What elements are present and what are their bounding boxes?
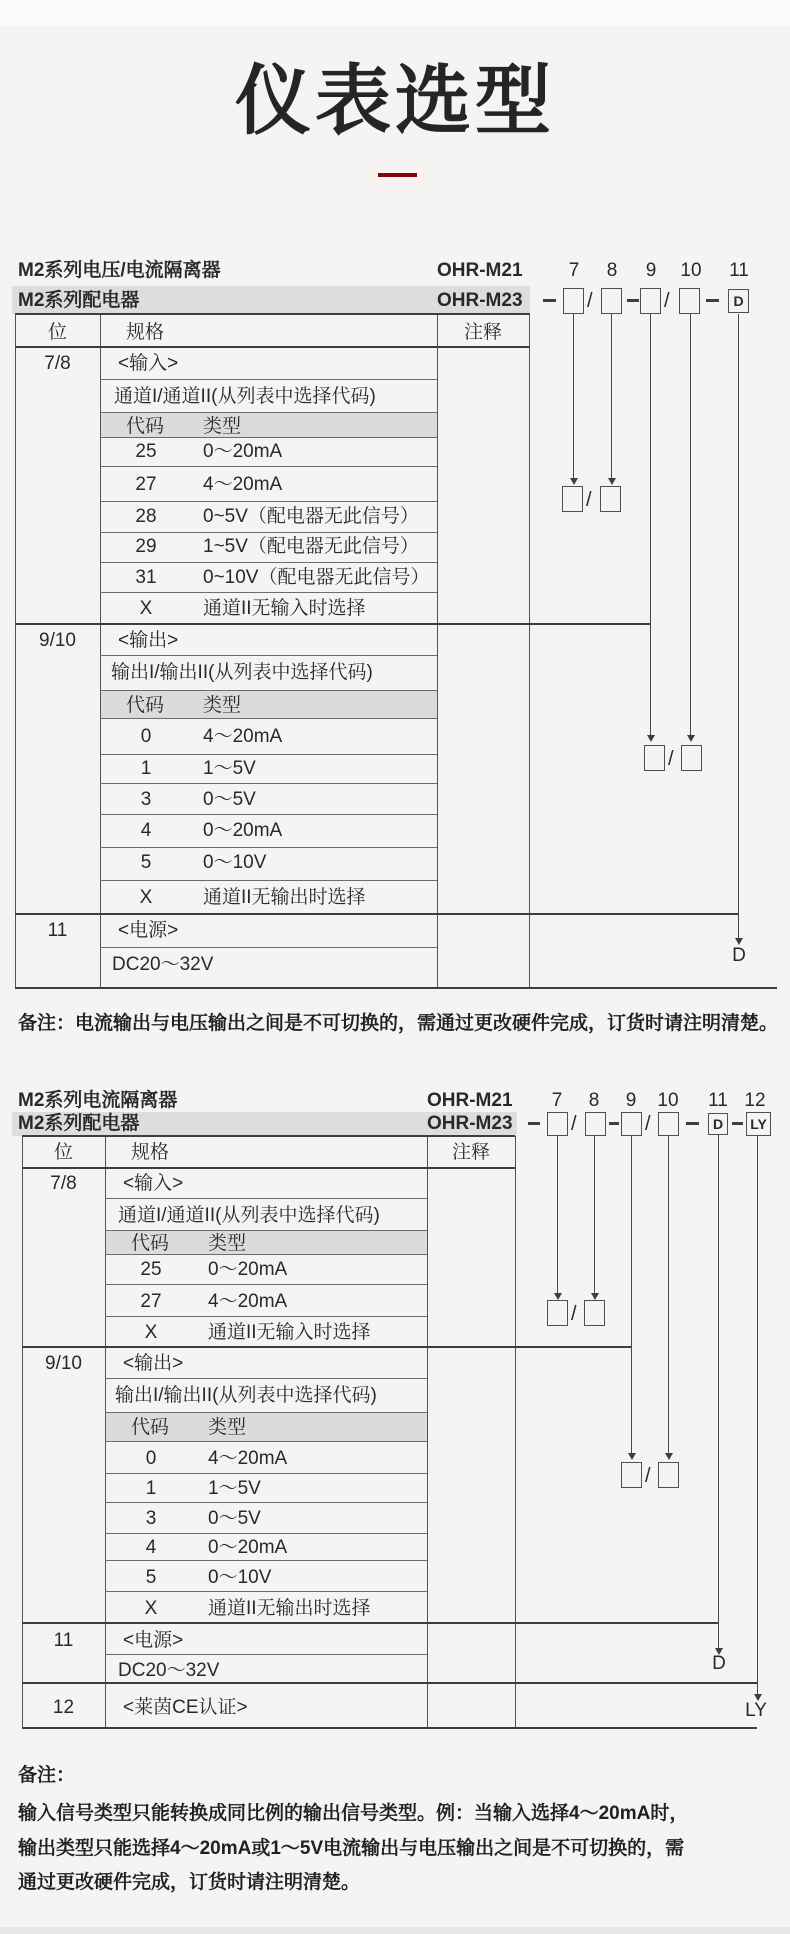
output-code-placeholder-box bbox=[621, 1462, 642, 1488]
cert-code-letters: LY bbox=[745, 1700, 767, 1721]
row-line bbox=[105, 1502, 427, 1503]
type-cell: 0~10V（配电器无此信号） bbox=[203, 567, 430, 588]
slash-separator: / bbox=[664, 290, 670, 312]
table2-digit-12: 12 bbox=[744, 1090, 766, 1111]
code-col-label: 代码 bbox=[126, 695, 165, 716]
type-cell: 0～20mA bbox=[203, 820, 283, 841]
table-bottom-border bbox=[15, 987, 777, 989]
row-line bbox=[105, 1284, 427, 1285]
row-line bbox=[105, 1198, 427, 1199]
row-line bbox=[100, 947, 437, 948]
row-line bbox=[100, 466, 437, 467]
table-border bbox=[15, 346, 530, 348]
table-bottom-border bbox=[22, 1727, 757, 1729]
table-border bbox=[529, 314, 530, 988]
input-code-placeholder-box bbox=[562, 486, 583, 512]
code-cell: X bbox=[144, 1322, 158, 1343]
type-cell: 通道II无输入时选择 bbox=[208, 1322, 371, 1343]
code-cell: X bbox=[139, 598, 153, 619]
section-title: <电源> bbox=[123, 1630, 184, 1651]
section-border bbox=[22, 1622, 718, 1624]
row-line bbox=[105, 1591, 427, 1592]
type-col-label: 类型 bbox=[208, 1233, 247, 1254]
code-digit10-box bbox=[658, 1112, 679, 1136]
page-title: 仪表选型 bbox=[235, 59, 555, 144]
code-digit8-box bbox=[585, 1112, 606, 1136]
row-line bbox=[100, 783, 437, 784]
table-border bbox=[15, 313, 530, 315]
diagram-line bbox=[738, 314, 739, 938]
output-code-placeholder-box bbox=[644, 745, 665, 771]
row-line bbox=[105, 1533, 427, 1534]
col-header-spec: 规格 bbox=[131, 1142, 170, 1163]
pos-cell: 7/8 bbox=[50, 1173, 77, 1194]
col-header-pos: 位 bbox=[47, 322, 67, 343]
table2-note-line: 输入信号类型只能转换成同比例的输出信号类型。例：当输入选择4～20mA时， bbox=[18, 1803, 689, 1824]
slash-separator: / bbox=[571, 1303, 577, 1325]
type-cell: 通道II无输出时选择 bbox=[203, 887, 366, 908]
type-cell: 1～5V bbox=[208, 1478, 261, 1499]
pos-cell: 9/10 bbox=[45, 1353, 82, 1374]
slash-separator: / bbox=[586, 489, 592, 511]
code-col-label: 代码 bbox=[126, 416, 165, 437]
col-header-note: 注释 bbox=[451, 1142, 490, 1163]
table1-band-title: M2系列配电器 bbox=[18, 290, 140, 311]
dash-separator bbox=[686, 1122, 699, 1125]
power-code-letter: D bbox=[712, 1653, 726, 1674]
row-line bbox=[100, 718, 437, 719]
code-digit7-box bbox=[547, 1112, 568, 1136]
type-cell: 4～20mA bbox=[208, 1291, 288, 1312]
code-digit7-box bbox=[563, 288, 584, 314]
dash-separator bbox=[609, 1122, 619, 1125]
section-title: <电源> bbox=[118, 920, 179, 941]
col-header-spec: 规格 bbox=[126, 322, 165, 343]
code-digit9-box bbox=[640, 288, 661, 314]
table2-band-title: M2系列配电器 bbox=[18, 1113, 140, 1134]
table1-digit-9: 9 bbox=[645, 260, 657, 281]
table2-series-title: M2系列电流隔离器 bbox=[18, 1090, 178, 1111]
code-digit11-box-D: D bbox=[728, 289, 749, 313]
code-cell: 25 bbox=[140, 1259, 162, 1280]
pos-cell: 9/10 bbox=[39, 630, 76, 651]
input-code-placeholder-box bbox=[584, 1300, 605, 1326]
diagram-line bbox=[557, 1136, 558, 1293]
table1-series-title: M2系列电压/电流隔离器 bbox=[18, 260, 221, 281]
down-arrow-icon bbox=[647, 735, 655, 742]
col-header-note: 注释 bbox=[463, 322, 502, 343]
code-cell: 4 bbox=[140, 820, 152, 841]
pos-cell: 11 bbox=[53, 1630, 74, 1651]
diagram-line bbox=[668, 1136, 669, 1453]
code-cell: 5 bbox=[140, 852, 152, 873]
type-cell: 4～20mA bbox=[203, 726, 283, 747]
row-line bbox=[100, 880, 437, 881]
dash-separator bbox=[543, 299, 556, 302]
section-subtitle: 通道I/通道II(从列表中选择代码) bbox=[114, 386, 376, 407]
bottom-strip bbox=[0, 1927, 790, 1934]
table1-note: 备注：电流输出与电压输出之间是不可切换的，需通过更改硬件完成，订货时请注明清楚。 bbox=[18, 1013, 779, 1034]
row-line bbox=[100, 532, 437, 533]
section-border bbox=[22, 1346, 631, 1348]
power-value: DC20～32V bbox=[118, 1660, 220, 1681]
row-line bbox=[100, 847, 437, 848]
type-cell: 0～5V bbox=[203, 789, 256, 810]
row-line bbox=[105, 1441, 427, 1442]
row-line bbox=[100, 592, 437, 593]
output-code-placeholder-box bbox=[658, 1462, 679, 1488]
top-strip bbox=[0, 0, 790, 26]
table1-model-top: OHR-M21 bbox=[437, 260, 523, 281]
table2-digit-7: 7 bbox=[551, 1090, 563, 1111]
code-digit11-box-D: D bbox=[708, 1113, 728, 1135]
code-cell: 0 bbox=[140, 726, 152, 747]
pos-cell: 11 bbox=[47, 920, 68, 941]
table-border bbox=[437, 314, 438, 988]
table1-digit-10: 10 bbox=[680, 260, 702, 281]
section-border bbox=[15, 913, 738, 915]
code-col-label: 代码 bbox=[131, 1233, 170, 1254]
code-cell: 5 bbox=[145, 1567, 157, 1588]
down-arrow-icon bbox=[591, 1293, 599, 1300]
code-cell: 3 bbox=[140, 789, 152, 810]
down-arrow-icon bbox=[570, 478, 578, 485]
code-cell: 31 bbox=[135, 567, 157, 588]
section-title: <输出> bbox=[123, 1353, 184, 1374]
type-cell: 1~5V（配电器无此信号） bbox=[203, 536, 419, 557]
table2-digit-11: 11 bbox=[708, 1090, 728, 1111]
code-cell: 28 bbox=[135, 506, 157, 527]
type-cell: 0～10V bbox=[203, 852, 267, 873]
power-code-letter: D bbox=[732, 945, 746, 966]
slash-separator: / bbox=[571, 1113, 577, 1135]
table2-digit-10: 10 bbox=[657, 1090, 679, 1111]
type-cell: 0～20mA bbox=[208, 1537, 288, 1558]
code-cell: 29 bbox=[135, 536, 157, 557]
down-arrow-icon bbox=[628, 1453, 636, 1460]
table-border bbox=[427, 1136, 428, 1728]
power-value: DC20～32V bbox=[112, 954, 214, 975]
code-digit9-box bbox=[621, 1112, 642, 1136]
input-code-placeholder-box bbox=[547, 1300, 568, 1326]
code-cell: X bbox=[139, 887, 153, 908]
slash-separator: / bbox=[668, 748, 674, 770]
section-title: <输入> bbox=[118, 353, 179, 374]
down-arrow-icon bbox=[687, 735, 695, 742]
section-subtitle: 通道I/通道II(从列表中选择代码) bbox=[118, 1205, 380, 1226]
table1-digit-7: 7 bbox=[568, 260, 580, 281]
type-cell: 0～20mA bbox=[208, 1259, 288, 1280]
diagram-line bbox=[757, 1136, 758, 1694]
row-line bbox=[100, 562, 437, 563]
dash-separator bbox=[732, 1122, 743, 1125]
type-cell: 0～20mA bbox=[203, 441, 283, 462]
table2-digit-8: 8 bbox=[588, 1090, 600, 1111]
code-cell: 27 bbox=[140, 1291, 162, 1312]
type-cell: 1～5V bbox=[203, 758, 256, 779]
row-line bbox=[100, 754, 437, 755]
code-cell: 3 bbox=[145, 1508, 157, 1529]
type-cell: 通道II无输入时选择 bbox=[203, 598, 366, 619]
title-accent-rule bbox=[378, 173, 417, 177]
row-line bbox=[100, 814, 437, 815]
table1-digit-8: 8 bbox=[606, 260, 618, 281]
code-cell: 0 bbox=[145, 1448, 157, 1469]
table-border bbox=[22, 1167, 515, 1169]
row-line bbox=[105, 1560, 427, 1561]
code-cell: 4 bbox=[145, 1537, 157, 1558]
output-code-placeholder-box bbox=[681, 745, 702, 771]
table2-note-line: 通过更改硬件完成，订货时请注明清楚。 bbox=[18, 1872, 361, 1893]
table1-model-bottom: OHR-M23 bbox=[437, 290, 523, 311]
section-subtitle: 输出I/输出II(从列表中选择代码) bbox=[115, 1385, 377, 1406]
code-cell: 1 bbox=[145, 1478, 157, 1499]
code-cell: X bbox=[144, 1598, 158, 1619]
type-col-label: 类型 bbox=[208, 1417, 247, 1438]
type-cell: 0～5V bbox=[208, 1508, 261, 1529]
type-cell: 通道II无输出时选择 bbox=[208, 1598, 371, 1619]
type-col-label: 类型 bbox=[203, 695, 242, 716]
table2-digit-9: 9 bbox=[625, 1090, 637, 1111]
cert-title: <莱茵CE认证> bbox=[123, 1697, 248, 1718]
type-cell: 0~5V（配电器无此信号） bbox=[203, 506, 419, 527]
diagram-line bbox=[650, 314, 651, 735]
table2-model-bottom: OHR-M23 bbox=[427, 1113, 513, 1134]
section-border bbox=[15, 623, 651, 625]
type-col-label: 类型 bbox=[203, 416, 242, 437]
code-digit10-box bbox=[679, 288, 700, 314]
section-subtitle: 输出I/输出II(从列表中选择代码) bbox=[111, 662, 373, 683]
row-line bbox=[105, 1473, 427, 1474]
row-line bbox=[100, 501, 437, 502]
slash-separator: / bbox=[645, 1465, 651, 1487]
table-border bbox=[515, 1136, 516, 1728]
diagram-line bbox=[690, 314, 691, 735]
code-cell: 1 bbox=[140, 758, 152, 779]
diagram-line bbox=[594, 1136, 595, 1293]
col-header-pos: 位 bbox=[53, 1142, 73, 1163]
table-border bbox=[22, 1135, 515, 1137]
table2-model-top: OHR-M21 bbox=[427, 1090, 513, 1111]
section-title: <输出> bbox=[118, 630, 179, 651]
row-line bbox=[100, 655, 437, 656]
code-cell: 25 bbox=[135, 441, 157, 462]
row-line bbox=[105, 1378, 427, 1379]
slash-separator: / bbox=[587, 290, 593, 312]
type-cell: 0～10V bbox=[208, 1567, 272, 1588]
code-digit8-box bbox=[601, 288, 622, 314]
row-line bbox=[100, 379, 437, 380]
diagram-line bbox=[718, 1135, 719, 1648]
code-cell: 27 bbox=[135, 474, 157, 495]
dash-separator bbox=[706, 299, 719, 302]
row-line bbox=[105, 1316, 427, 1317]
dash-separator bbox=[528, 1122, 540, 1125]
diagram-line bbox=[573, 314, 574, 478]
input-code-placeholder-box bbox=[600, 486, 621, 512]
down-arrow-icon bbox=[608, 478, 616, 485]
dash-separator bbox=[627, 299, 639, 302]
section-title: <输入> bbox=[123, 1173, 184, 1194]
down-arrow-icon bbox=[665, 1453, 673, 1460]
table2-note-title: 备注： bbox=[18, 1765, 76, 1786]
row-line bbox=[105, 1654, 427, 1655]
code-col-label: 代码 bbox=[131, 1417, 170, 1438]
pos-cell: 7/8 bbox=[44, 353, 71, 374]
diagram-line bbox=[631, 1136, 632, 1453]
slash-separator: / bbox=[645, 1113, 651, 1135]
diagram-line bbox=[611, 314, 612, 478]
table2-note-line: 输出类型只能选择4～20mA或1～5V电流输出与电压输出之间是不可切换的，需 bbox=[18, 1838, 685, 1859]
type-cell: 4～20mA bbox=[203, 474, 283, 495]
table1-digit-11: 11 bbox=[729, 260, 749, 281]
type-cell: 4～20mA bbox=[208, 1448, 288, 1469]
pos-cell: 12 bbox=[52, 1697, 75, 1718]
code-digit12-box-LY: LY bbox=[746, 1112, 771, 1136]
down-arrow-icon bbox=[554, 1293, 562, 1300]
